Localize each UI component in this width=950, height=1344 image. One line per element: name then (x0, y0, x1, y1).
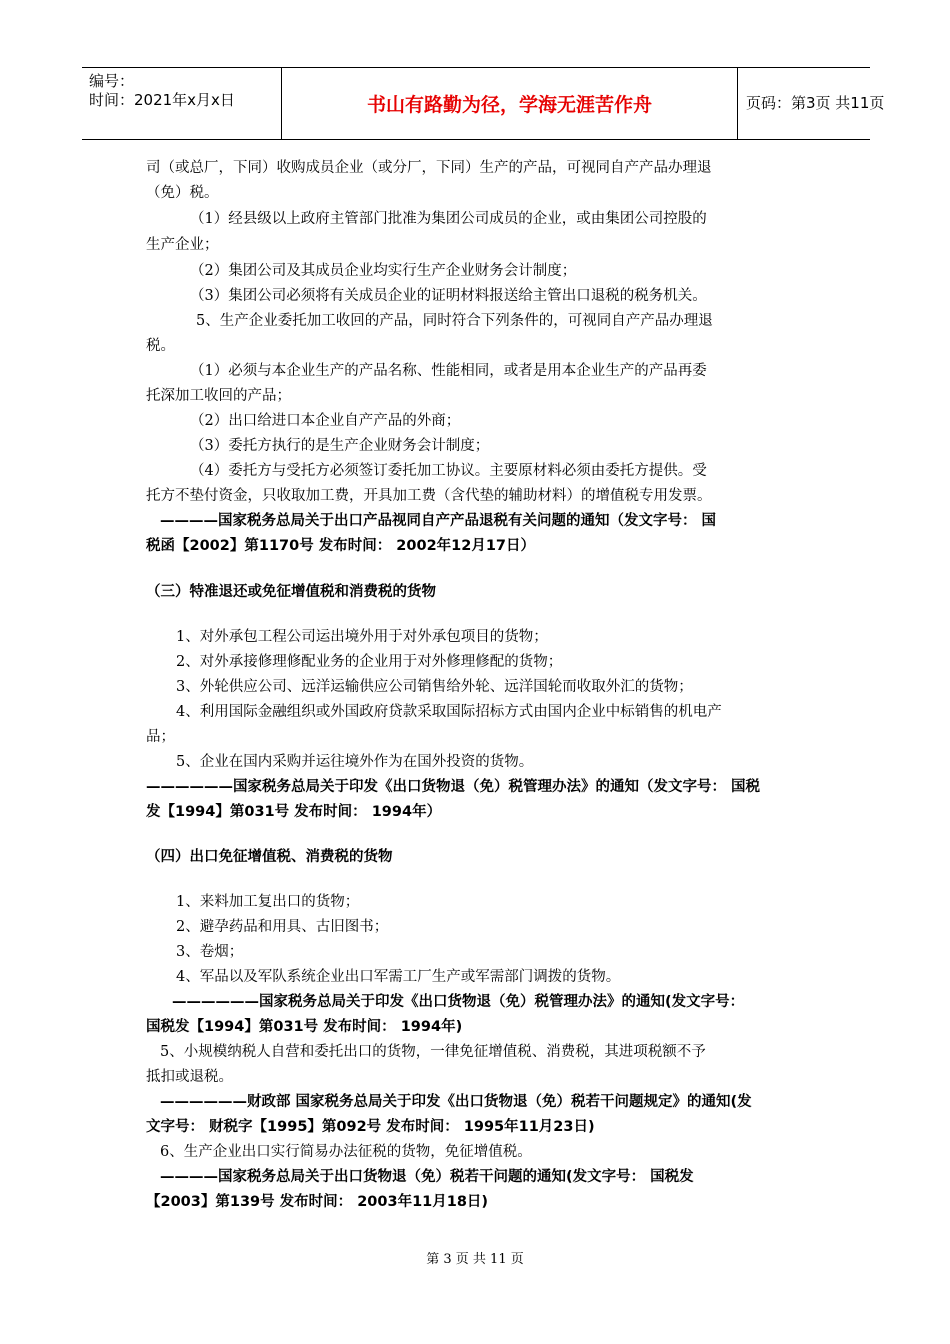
body-line: （1）经县级以上政府主管部门批准为集团公司成员的企业，或由集团公司控股的 (190, 211, 707, 227)
section-heading: （三）特准退还或免征增值税和消费税的货物 (146, 584, 436, 600)
header-motto: 书山有路勤为径，学海无涯苦作舟 (366, 94, 652, 116)
body-line: （免）税。 (146, 185, 219, 201)
body-line: 税。 (146, 338, 175, 354)
citation-line: 税函【2002】第1170号 发布时间： 2002年12月17日） (146, 538, 536, 554)
body-line: 5、企业在国内采购并运往境外作为在国外投资的货物。 (176, 754, 534, 770)
body-line: 2、避孕药品和用具、古旧图书； (176, 919, 389, 935)
page-footer: 第 3 页 共 11 页 (426, 1252, 524, 1267)
body-line: （3）委托方执行的是生产企业财务会计制度； (190, 438, 490, 454)
body-line: 生产企业； (146, 237, 219, 253)
body-line: （1）必须与本企业生产的产品名称、性能相同，或者是用本企业生产的产品再委 (190, 363, 707, 379)
body-line: 4、军品以及军队系统企业出口军需工厂生产或军需部门调拨的货物。 (176, 969, 621, 985)
body-line: 5、生产企业委托加工收回的产品，同时符合下列条件的，可视同自产产品办理退 (196, 313, 713, 329)
body-line: 4、利用国际金融组织或外国政府贷款采取国际招标方式由国内企业中标销售的机电产 (176, 704, 722, 720)
body-line: 司（或总厂，下同）收购成员企业（或分厂，下同）生产的产品，可视同自产产品办理退 (146, 160, 712, 176)
citation-line: 文字号： 财税字【1995】第092号 发布时间： 1995年11月23日) (146, 1119, 595, 1135)
body-line: 2、对外承接修理修配业务的企业用于对外修理修配的货物； (176, 654, 563, 670)
section-heading: （四）出口免征增值税、消费税的货物 (146, 849, 393, 865)
body-line: 5、小规模纳税人自营和委托出口的货物，一律免征增值税、消费税，其进项税额不予 (160, 1044, 706, 1060)
citation-line: ——————国家税务总局关于印发《出口货物退（免）税管理办法》的通知(发文字号： (172, 994, 745, 1010)
page-header (82, 67, 885, 140)
body-line: 6、生产企业出口实行简易办法征税的货物，免征增值税。 (160, 1144, 532, 1160)
header-page-label: 页码：第3页 共11页 (746, 94, 885, 112)
header-page-cell (738, 68, 885, 139)
body-line: 托深加工收回的产品； (146, 388, 291, 404)
body-line: （3）集团公司必须将有关成员企业的证明材料报送给主管出口退税的税务机关。 (190, 288, 707, 304)
body-line: 抵扣或退税。 (146, 1069, 233, 1085)
citation-line: ——————国家税务总局关于印发《出口货物退（免）税管理办法》的通知（发文字号： 国税 (146, 779, 761, 795)
citation-line: 国税发【1994】第031号 发布时间： 1994年) (146, 1019, 463, 1035)
document-number-label: 编号： (89, 72, 135, 90)
body-line: 3、卷烟； (176, 944, 244, 960)
citation-line: ——————财政部 国家税务总局关于印发《出口货物退（免）税若干问题规定》的通知(发 (160, 1094, 752, 1110)
citation-line: ————国家税务总局关于出口货物退（免）税若干问题的通知(发文字号： 国税发 (160, 1169, 694, 1185)
body-line: （2）出口给进口本企业自产产品的外商； (190, 413, 461, 429)
citation-line: ————国家税务总局关于出口产品视同自产产品退税有关问题的通知（发文字号： 国 (160, 513, 717, 529)
document-time-label: 时间：2021年x月x日 (89, 91, 235, 109)
body-line: 品； (146, 729, 175, 745)
header-meta-cell (82, 68, 282, 139)
header-motto-cell (282, 68, 738, 139)
body-line: 3、外轮供应公司、远洋运输供应公司销售给外轮、远洋国轮而收取外汇的货物； (176, 679, 693, 695)
body-line: （2）集团公司及其成员企业均实行生产企业财务会计制度； (190, 263, 577, 279)
citation-line: 【2003】第139号 发布时间： 2003年11月18日) (146, 1194, 489, 1210)
body-line: 托方不垫付资金，只收取加工费，开具加工费（含代垫的辅助材料）的增值税专用发票。 (146, 488, 712, 504)
body-line: （4）委托方与受托方必须签订委托加工协议。主要原材料必须由委托方提供。受 (190, 463, 707, 479)
citation-line: 发【1994】第031号 发布时间： 1994年） (146, 804, 442, 820)
body-line: 1、对外承包工程公司运出境外用于对外承包项目的货物； (176, 629, 548, 645)
body-line: 1、来料加工复出口的货物； (176, 894, 360, 910)
